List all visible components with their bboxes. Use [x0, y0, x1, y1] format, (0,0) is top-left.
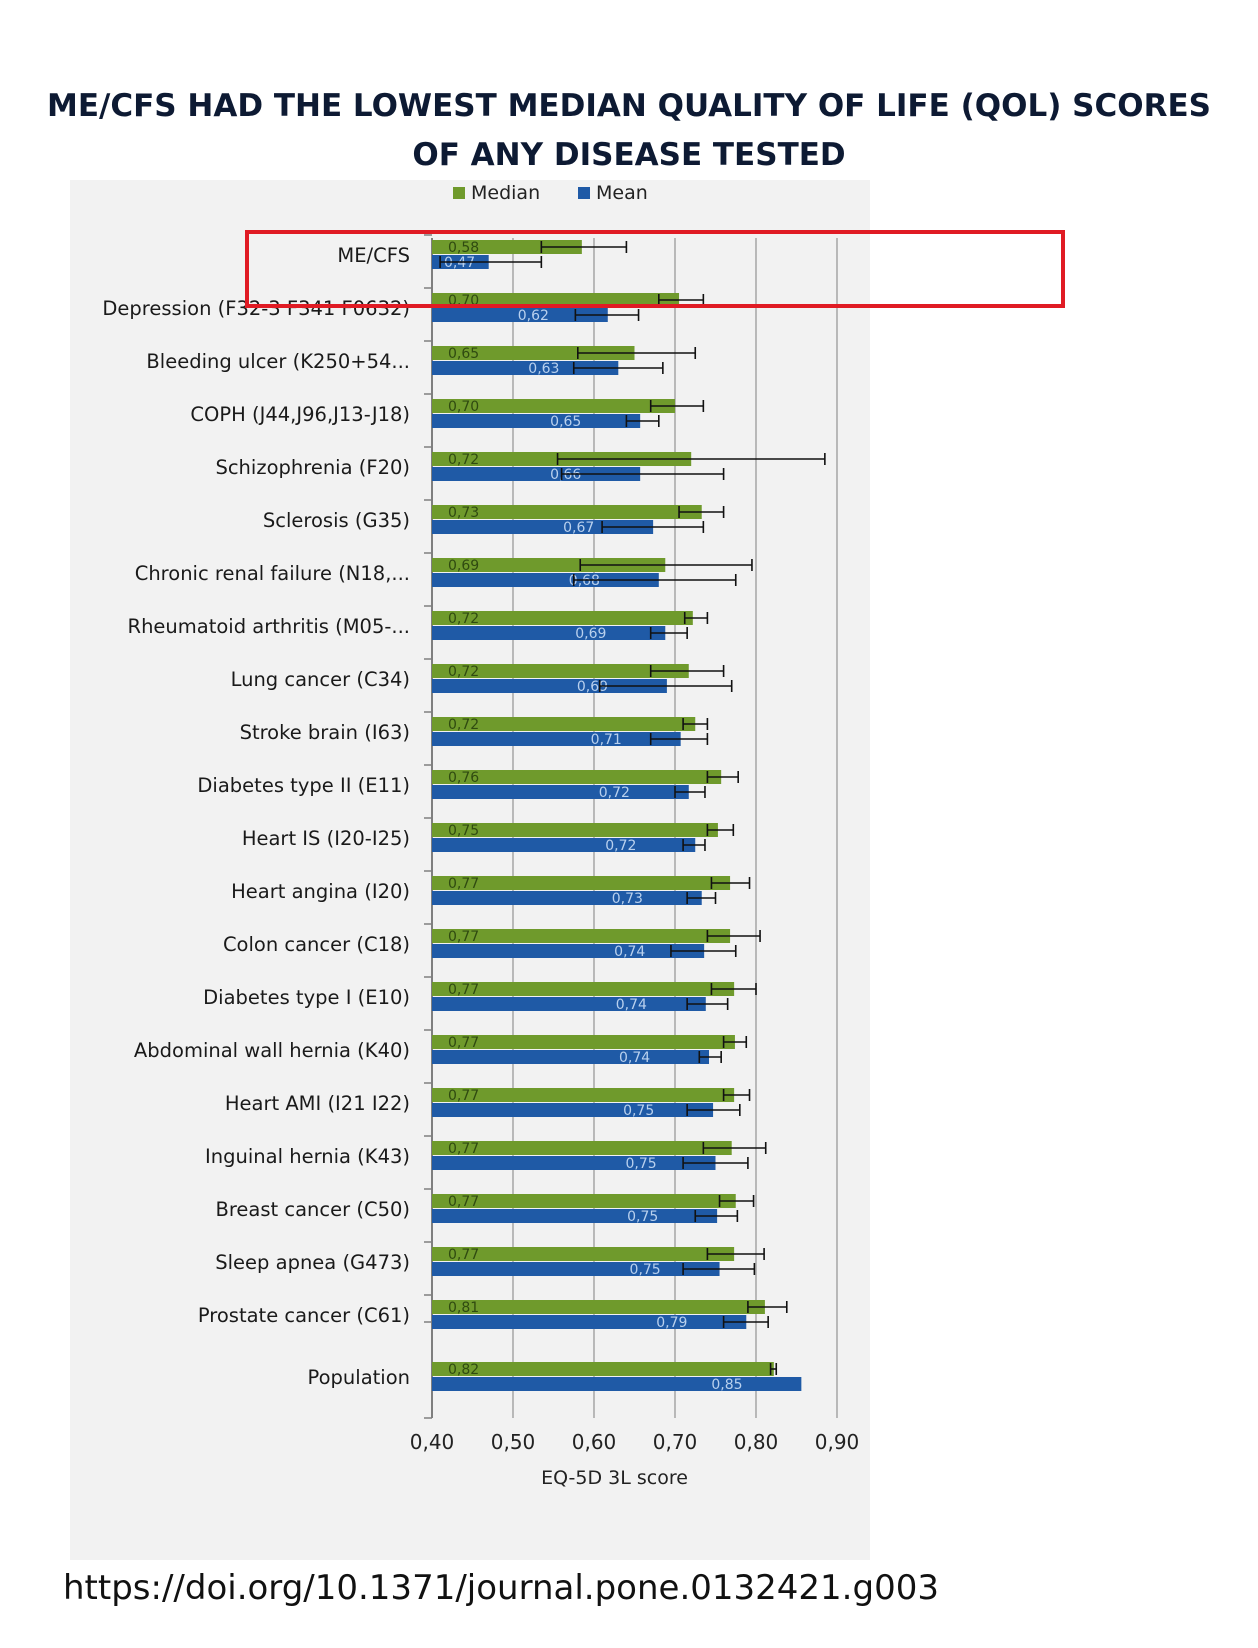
mean-data-label: 0,66	[550, 467, 582, 483]
mean-bar	[432, 732, 681, 746]
median-data-label: 0,82	[448, 1362, 480, 1378]
mean-bar	[432, 944, 704, 958]
legend-swatch-median	[453, 187, 465, 199]
category-label: Abdominal wall hernia (K40)	[133, 1039, 410, 1062]
mean-data-label: 0,63	[528, 361, 560, 377]
category-label: COPH (J44,J96,J13-J18)	[190, 403, 410, 426]
median-data-label: 0,77	[448, 876, 480, 892]
mean-bar	[432, 1262, 720, 1276]
category-label: Colon cancer (C18)	[222, 933, 410, 956]
median-bar	[432, 1300, 765, 1314]
category-label: Inguinal hernia (K43)	[205, 1145, 410, 1168]
mean-bar	[432, 785, 689, 799]
mean-bar	[432, 414, 640, 428]
median-bar	[432, 1362, 774, 1376]
mean-data-label: 0,75	[623, 1103, 655, 1119]
mean-data-label: 0,47	[444, 255, 476, 271]
mean-data-label: 0,72	[598, 785, 630, 801]
mean-bar	[432, 1315, 746, 1329]
median-data-label: 0,70	[448, 293, 480, 309]
median-data-label: 0,69	[448, 558, 480, 574]
median-data-label: 0,58	[448, 240, 480, 256]
median-data-label: 0,81	[448, 1300, 480, 1316]
x-tick-label: 0,40	[409, 1430, 455, 1454]
mean-data-label: 0,69	[576, 679, 609, 695]
median-data-label: 0,77	[448, 1035, 480, 1051]
category-label: Chronic renal failure (N18,...	[134, 562, 410, 585]
mean-data-label: 0,75	[627, 1209, 659, 1225]
category-label: Schizophrenia (F20)	[215, 456, 410, 479]
x-tick-label: 0,60	[571, 1430, 617, 1454]
legend-label-median: Median	[471, 182, 541, 204]
x-tick-label: 0,80	[733, 1430, 779, 1454]
mean-bar	[432, 1377, 801, 1391]
mean-data-label: 0,69	[575, 626, 607, 642]
median-data-label: 0,77	[448, 1141, 480, 1157]
chart-title-line-2: OF ANY DISEASE TESTED	[412, 137, 846, 173]
median-data-label: 0,77	[448, 929, 480, 945]
category-label: Diabetes type II (E11)	[197, 774, 410, 797]
median-data-label: 0,77	[448, 982, 480, 998]
legend-label-mean: Mean	[596, 182, 648, 204]
median-data-label: 0,72	[448, 611, 480, 627]
category-label: Depression (F32-3 F341 F0632)	[102, 297, 410, 320]
mean-data-label: 0,85	[711, 1377, 743, 1393]
mean-data-label: 0,75	[629, 1262, 661, 1278]
mean-data-label: 0,74	[615, 997, 647, 1013]
category-label: Prostate cancer (C61)	[197, 1304, 410, 1327]
mean-data-label: 0,75	[625, 1156, 657, 1172]
median-data-label: 0,73	[448, 505, 480, 521]
chart-title-line-1: ME/CFS HAD THE LOWEST MEDIAN QUALITY OF LIFE (QOL) SCORES	[47, 88, 1211, 124]
mean-data-label: 0,72	[605, 838, 637, 854]
x-tick-label: 0,90	[814, 1430, 860, 1454]
category-label: Rheumatoid arthritis (M05-...	[127, 615, 410, 638]
median-data-label: 0,75	[448, 823, 480, 839]
median-data-label: 0,72	[448, 717, 480, 733]
category-label: Heart IS (I20-I25)	[241, 827, 410, 850]
category-label: Breast cancer (C50)	[215, 1198, 410, 1221]
chart-panel	[70, 180, 870, 1560]
category-label: Sclerosis (G35)	[262, 509, 410, 532]
category-label: Diabetes type I (E10)	[203, 986, 410, 1009]
category-label: ME/CFS	[337, 244, 410, 267]
mean-data-label: 0,68	[568, 573, 600, 589]
mean-data-label: 0,71	[590, 732, 622, 748]
category-label: Sleep apnea (G473)	[215, 1251, 410, 1274]
mean-data-label: 0,73	[611, 891, 643, 907]
median-data-label: 0,76	[448, 770, 480, 786]
mean-data-label: 0,74	[614, 944, 646, 960]
mean-data-label: 0,65	[550, 414, 582, 430]
median-data-label: 0,70	[448, 399, 480, 415]
mean-bar	[432, 997, 706, 1011]
x-tick-label: 0,70	[652, 1430, 698, 1454]
median-data-label: 0,72	[448, 664, 480, 680]
median-data-label: 0,72	[448, 452, 480, 468]
mean-data-label: 0,74	[619, 1050, 651, 1066]
bar-chart	[70, 180, 870, 1560]
source-doi: https://doi.org/10.1371/journal.pone.0132421.g003	[63, 1568, 939, 1608]
legend-swatch-mean	[578, 187, 590, 199]
mean-data-label: 0,67	[563, 520, 595, 536]
mean-bar	[432, 1103, 713, 1117]
mean-bar	[432, 838, 695, 852]
mean-bar	[432, 626, 665, 640]
mean-bar	[432, 1156, 716, 1170]
median-data-label: 0,65	[448, 346, 480, 362]
mean-data-label: 0,79	[656, 1315, 688, 1331]
category-label: Bleeding ulcer (K250+54...	[146, 350, 410, 373]
mean-bar	[432, 1209, 717, 1223]
median-data-label: 0,77	[448, 1088, 480, 1104]
category-label: Lung cancer (C34)	[230, 668, 410, 691]
mean-bar	[432, 891, 702, 905]
category-label: Population	[307, 1366, 410, 1389]
x-axis-label: EQ-5D 3L score	[541, 1467, 688, 1489]
category-label: Heart AMI (I21 I22)	[224, 1092, 410, 1115]
mean-data-label: 0,62	[517, 308, 549, 324]
category-label: Stroke brain (I63)	[239, 721, 410, 744]
median-data-label: 0,77	[448, 1194, 480, 1210]
x-tick-label: 0,50	[490, 1430, 536, 1454]
mean-bar	[432, 1050, 709, 1064]
me-cfs-highlight-box	[245, 230, 1065, 308]
category-label: Heart angina (I20)	[231, 880, 410, 903]
median-data-label: 0,77	[448, 1247, 480, 1263]
